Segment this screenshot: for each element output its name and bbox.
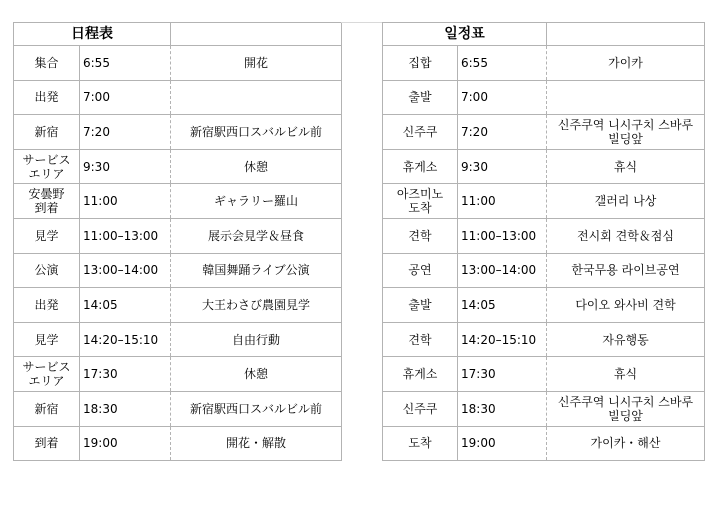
japanese-row-label: 出発	[14, 288, 80, 323]
korean-table-header-blank	[547, 23, 705, 46]
japanese-table-row	[14, 46, 342, 81]
japanese-row-time: 11:00–13:00	[80, 218, 171, 253]
japanese-row-label: 新宿	[14, 391, 80, 426]
korean-row-time: 19:00	[458, 426, 547, 461]
korean-table-row	[383, 115, 705, 150]
japanese-row-activity: ギャラリー羅山	[171, 184, 342, 219]
korean-row-activity: 가이카・해산	[547, 426, 705, 461]
japanese-row-activity: 開花	[171, 46, 342, 81]
japanese-row-label: 見学	[14, 322, 80, 357]
korean-table-row	[383, 80, 705, 115]
korean-table-row	[383, 149, 705, 184]
korean-table-row	[383, 288, 705, 323]
japanese-row-time: 14:20–15:10	[80, 322, 171, 357]
korean-row-label: 출발	[383, 80, 458, 115]
korean-row-time: 13:00–14:00	[458, 253, 547, 288]
korean-row-label: 신주쿠	[383, 391, 458, 426]
japanese-row-time: 19:00	[80, 426, 171, 461]
japanese-row-activity	[171, 80, 342, 115]
japanese-table-header-blank	[171, 23, 342, 46]
japanese-row-activity: 開花・解散	[171, 426, 342, 461]
japanese-row-label: 出発	[14, 80, 80, 115]
korean-row-label: 도착	[383, 426, 458, 461]
korean-table-row	[383, 184, 705, 219]
korean-table-row	[383, 253, 705, 288]
korean-table-row	[383, 218, 705, 253]
japanese-table-title: 日程表	[14, 23, 171, 46]
japanese-table-row	[14, 218, 342, 253]
japanese-table-row	[14, 80, 342, 115]
korean-row-activity	[547, 80, 705, 115]
korean-schedule-table	[382, 22, 705, 461]
korean-row-time: 7:00	[458, 80, 547, 115]
korean-table-row	[383, 357, 705, 392]
korean-row-time: 9:30	[458, 149, 547, 184]
japanese-table-row	[14, 288, 342, 323]
japanese-table-row	[14, 184, 342, 219]
korean-row-time: 14:05	[458, 288, 547, 323]
japanese-table-row	[14, 357, 342, 392]
korean-row-label: 공연	[383, 253, 458, 288]
korean-row-activity: 한국무용 라이브공연	[547, 253, 705, 288]
japanese-row-time: 7:20	[80, 115, 171, 150]
korean-row-label: 신주쿠	[383, 115, 458, 150]
japanese-row-activity: 新宿駅西口スバルビル前	[171, 391, 342, 426]
korean-row-time: 7:20	[458, 115, 547, 150]
korean-row-time: 14:20–15:10	[458, 322, 547, 357]
korean-row-time: 18:30	[458, 391, 547, 426]
korean-row-activity: 자유행동	[547, 322, 705, 357]
japanese-table-row	[14, 426, 342, 461]
korean-row-label: 휴게소	[383, 357, 458, 392]
japanese-row-label: 到着	[14, 426, 80, 461]
japanese-row-time: 13:00–14:00	[80, 253, 171, 288]
japanese-row-label: 安曇野 到着	[14, 184, 80, 219]
korean-row-label: 휴게소	[383, 149, 458, 184]
japanese-row-time: 17:30	[80, 357, 171, 392]
japanese-table-row	[14, 115, 342, 150]
korean-row-activity: 갤러리 나상	[547, 184, 705, 219]
korean-row-label: 아즈미노 도착	[383, 184, 458, 219]
japanese-row-label: 公演	[14, 253, 80, 288]
japanese-table-header	[14, 23, 342, 46]
japanese-row-time: 11:00	[80, 184, 171, 219]
korean-row-activity: 휴식	[547, 149, 705, 184]
japanese-row-time: 7:00	[80, 80, 171, 115]
korean-row-activity: 신주쿠역 니시구치 스바루 빌딩앞	[547, 115, 705, 150]
japanese-table-row	[14, 391, 342, 426]
japanese-row-activity: 休憩	[171, 357, 342, 392]
korean-row-label: 견학	[383, 218, 458, 253]
japanese-row-label: サービス エリア	[14, 149, 80, 184]
korean-row-activity: 다이오 와사비 견학	[547, 288, 705, 323]
korean-row-label: 집합	[383, 46, 458, 81]
japanese-row-activity: 韓国舞踊ライブ公演	[171, 253, 342, 288]
japanese-row-label: 見学	[14, 218, 80, 253]
japanese-row-time: 14:05	[80, 288, 171, 323]
korean-row-time: 11:00–13:00	[458, 218, 547, 253]
korean-table-row	[383, 391, 705, 426]
korean-row-label: 출발	[383, 288, 458, 323]
japanese-row-label: 集合	[14, 46, 80, 81]
japanese-row-time: 18:30	[80, 391, 171, 426]
korean-row-label: 견학	[383, 322, 458, 357]
japanese-schedule-table	[13, 22, 342, 461]
japanese-row-label: サービス エリア	[14, 357, 80, 392]
japanese-table-row	[14, 253, 342, 288]
japanese-row-activity: 大王わさび農園見学	[171, 288, 342, 323]
korean-row-activity: 전시회 견학＆점심	[547, 218, 705, 253]
japanese-row-activity: 自由行動	[171, 322, 342, 357]
korean-row-time: 11:00	[458, 184, 547, 219]
korean-table-header	[383, 23, 705, 46]
japanese-row-time: 6:55	[80, 46, 171, 81]
japanese-row-activity: 休憩	[171, 149, 342, 184]
korean-row-activity: 가이카	[547, 46, 705, 81]
japanese-table-row	[14, 322, 342, 357]
korean-row-time: 6:55	[458, 46, 547, 81]
korean-row-activity: 휴식	[547, 357, 705, 392]
japanese-row-activity: 新宿駅西口スバルビル前	[171, 115, 342, 150]
column-gap	[341, 22, 382, 497]
korean-row-time: 17:30	[458, 357, 547, 392]
korean-table-row	[383, 46, 705, 81]
japanese-row-time: 9:30	[80, 149, 171, 184]
korean-row-activity: 신주쿠역 니시구치 스바루 빌딩앞	[547, 391, 705, 426]
korean-table-row	[383, 426, 705, 461]
japanese-table-row	[14, 149, 342, 184]
korean-table-row	[383, 322, 705, 357]
japanese-row-label: 新宿	[14, 115, 80, 150]
japanese-row-activity: 展示会見学＆昼食	[171, 218, 342, 253]
korean-table-title: 일정표	[383, 23, 547, 46]
